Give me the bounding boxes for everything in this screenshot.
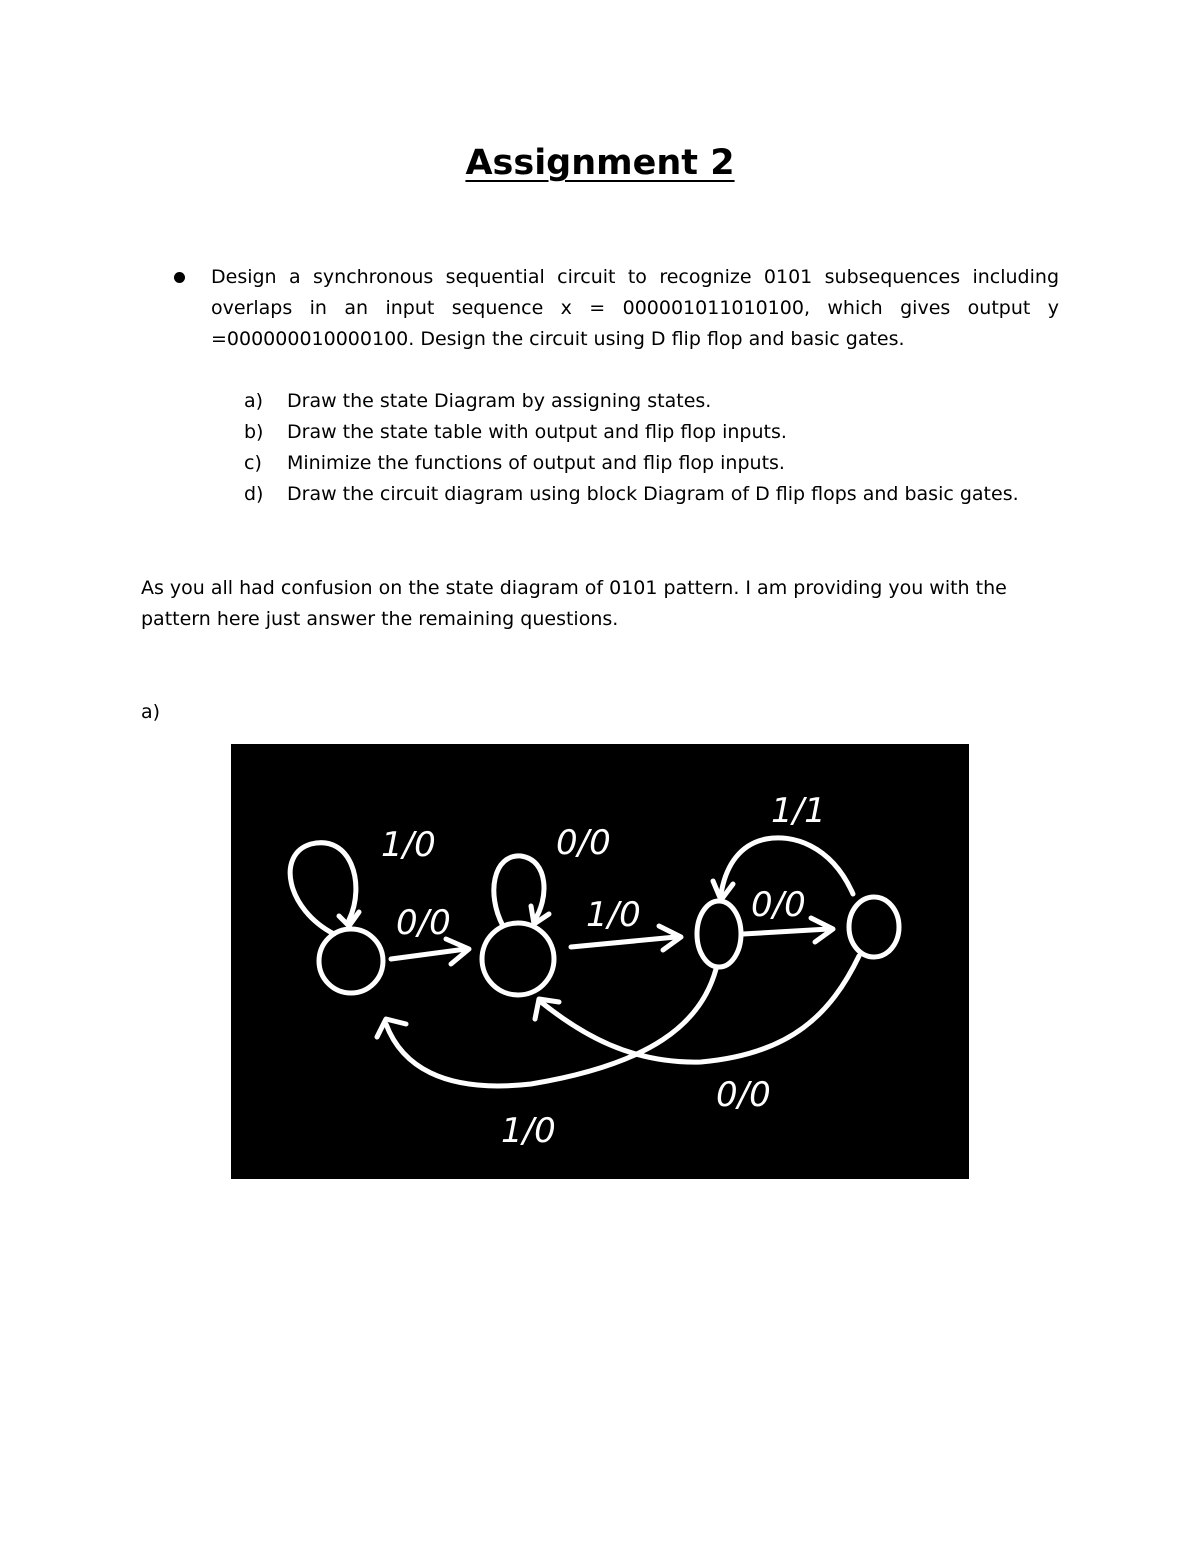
page-title: Assignment 2 — [465, 143, 735, 183]
state-s3 — [849, 897, 899, 957]
state-diagram — [231, 744, 969, 1179]
label-s2-to-s0: 1/0 — [501, 1111, 556, 1151]
label-s1-self: 0/0 — [556, 823, 611, 863]
question-parts-list — [244, 386, 1019, 510]
question-part-label: a) — [244, 390, 264, 412]
question-part-label: d) — [244, 483, 264, 505]
task-description: Design a synchronous sequential circuit to recognize 0101 subsequences including overlaps in an input sequence x = 000001011010100, which gives output y =000000010000100. Design the circuit using D flip flop and basic gates. — [211, 266, 1059, 350]
question-part-label: c) — [244, 452, 262, 474]
state-diagram-svg — [231, 744, 969, 1179]
label-s3-to-s1: 0/0 — [716, 1075, 771, 1115]
s2-to-s3-arrow — [743, 929, 829, 934]
s1-self-loop — [494, 856, 544, 926]
label-s1-to-s2: 1/0 — [586, 895, 641, 935]
bullet-marker — [174, 272, 185, 283]
s2-to-s0-curve — [386, 969, 716, 1086]
label-s2-to-s3: 0/0 — [751, 885, 806, 925]
label-s0-self: 1/0 — [381, 825, 436, 865]
question-part-text: Minimize the functions of output and flip flop inputs. — [287, 452, 785, 474]
question-part — [244, 448, 1019, 479]
instructor-note: As you all had confusion on the state diagram of 0101 pattern. I am providing you with the pattern here just answer the remaining questions. — [141, 577, 1007, 630]
question-part — [244, 479, 1019, 510]
state-s1 — [482, 923, 554, 995]
state-s0 — [319, 929, 383, 993]
label-s3-to-s2: 1/1 — [771, 791, 826, 831]
state-s2 — [697, 901, 741, 967]
section-label: a) — [141, 701, 161, 723]
question-part-text: Draw the circuit diagram using block Diagram of D flip flops and basic gates. — [287, 483, 1019, 505]
question-part — [244, 417, 1019, 448]
label-s0-to-s1: 0/0 — [396, 903, 451, 943]
question-part-text: Draw the state Diagram by assigning states. — [287, 390, 712, 412]
question-part-text: Draw the state table with output and flip flop inputs. — [287, 421, 787, 443]
s1-to-s2-arrow — [571, 937, 676, 947]
question-part-label: b) — [244, 421, 264, 443]
s3-to-s1-curve — [541, 956, 859, 1062]
s0-to-s1-arrow — [391, 949, 466, 959]
question-part — [244, 386, 1019, 417]
